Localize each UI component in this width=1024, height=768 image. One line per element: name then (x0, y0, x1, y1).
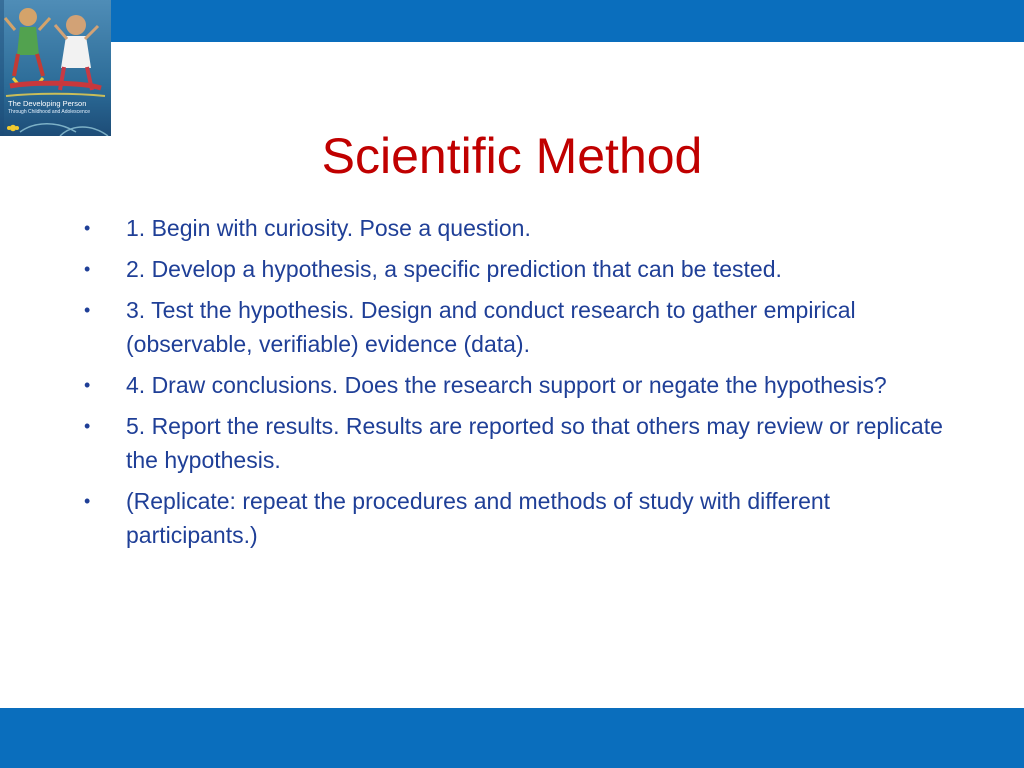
bullet-mark: • (84, 218, 91, 238)
cover-subtitle: Through Childhood and Adolescence (8, 109, 91, 115)
book-cover-image (0, 0, 111, 136)
bullet-text: 4. Draw conclusions. Does the research support or negate the hypothesis? (126, 372, 887, 398)
bullet-item (84, 293, 944, 361)
bullet-list (84, 211, 944, 559)
bullet-item (84, 211, 944, 245)
top-blue-band (0, 0, 1024, 42)
bullet-text: (Replicate: repeat the procedures and methods of study with different participants.) (126, 488, 831, 548)
bullet-item (84, 368, 944, 402)
bullet-mark: • (84, 259, 91, 279)
bullet-item (84, 484, 944, 552)
bullet-item (84, 409, 944, 477)
bullet-text: 5. Report the results. Results are reported so that others may review or replicate the hypothesis. (126, 413, 943, 473)
bullet-item (84, 252, 944, 286)
bottom-blue-band (0, 708, 1024, 768)
slide-title: Scientific Method (321, 128, 703, 184)
bullet-mark: • (84, 416, 91, 436)
bullet-mark: • (84, 491, 91, 511)
bullet-mark: • (84, 300, 91, 320)
cover-title: The Developing Person (8, 99, 87, 108)
bullet-text: 1. Begin with curiosity. Pose a question. (126, 215, 531, 241)
bullet-mark: • (84, 375, 91, 395)
bullet-text: 2. Develop a hypothesis, a specific prediction that can be tested. (126, 256, 782, 282)
bullet-text: 3. Test the hypothesis. Design and conduct research to gather empirical (observable, verifiable) evidence (data). (126, 297, 856, 357)
